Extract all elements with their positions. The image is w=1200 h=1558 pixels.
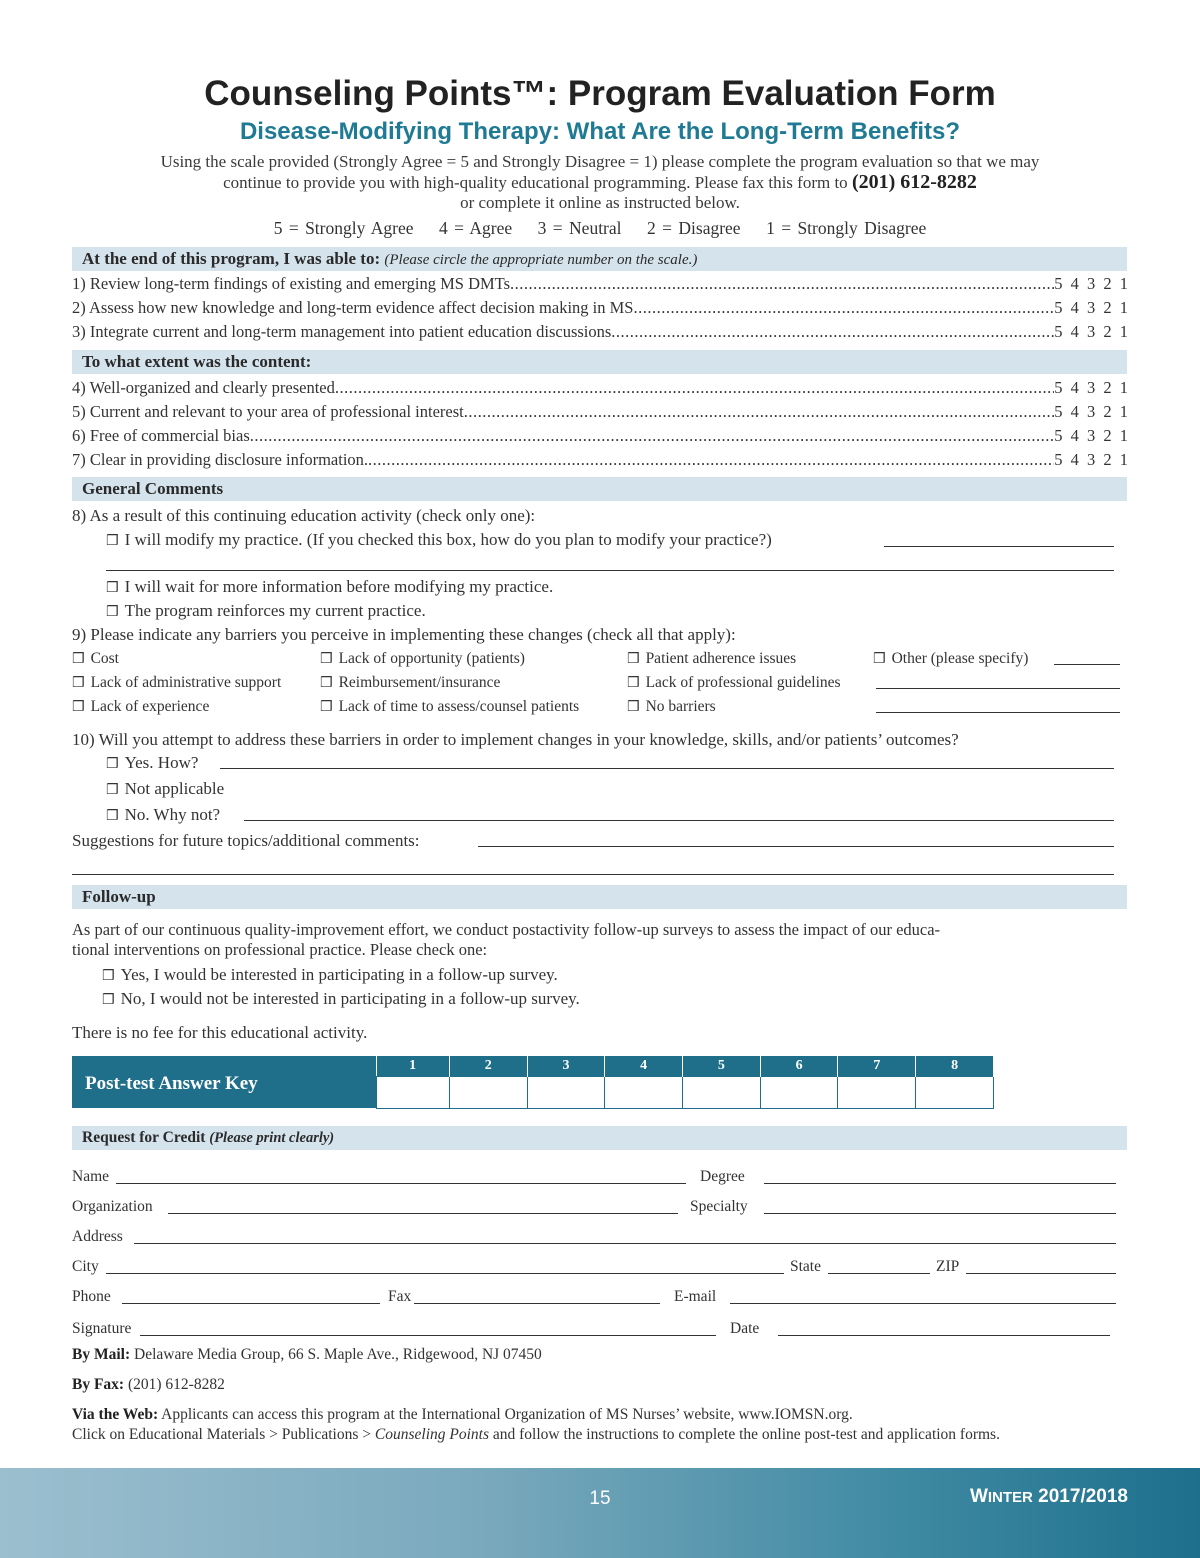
checkbox-icon[interactable]: ❒ [106, 533, 119, 549]
q9-option-lack-opportunity[interactable] [320, 649, 525, 669]
section-heading: Request for Credit [82, 1129, 206, 1146]
option-label: Lack of time to assess/counsel patients [338, 698, 580, 715]
answer-cell[interactable] [449, 1076, 527, 1108]
signature-field[interactable] [140, 1335, 716, 1336]
q8-option-reinforces[interactable] [106, 600, 426, 623]
rating-question: 2) Assess how new knowledge and long-term evidence affect decision making in MS [72, 298, 634, 317]
q9-other-line-1[interactable] [1054, 664, 1120, 665]
page-subtitle: Disease-Modifying Therapy: What Are the Long-Term Benefits? [239, 118, 961, 145]
option-label: Lack of professional guidelines [645, 674, 841, 691]
checkbox-icon[interactable]: ❒ [106, 580, 119, 596]
checkbox-icon[interactable]: ❒ [873, 651, 886, 667]
email-label: E-mail [674, 1288, 717, 1305]
dot-leader [633, 297, 1054, 319]
rating-scale[interactable]: 5 4 3 2 1 [1054, 298, 1128, 317]
q9-option-experience[interactable] [72, 697, 209, 717]
answer-key-label: Post-test Answer Key [72, 1056, 376, 1108]
zip-field[interactable] [966, 1273, 1116, 1274]
web-text: Applicants can access this program at the International Organization of MS Nurses’ website, www.IOMSN.org. [161, 1406, 853, 1423]
email-field[interactable] [730, 1303, 1116, 1304]
mail-address: Delaware Media Group, 66 S. Maple Ave., Ridgewood, NJ 07450 [134, 1346, 542, 1363]
q9-option-admin-support[interactable] [72, 673, 281, 693]
rating-row-2[interactable] [72, 297, 1128, 319]
web-instructions [72, 1425, 1000, 1445]
web-instructions-a: Click on Educational Materials > Publications > [72, 1426, 372, 1443]
rating-row-6[interactable] [72, 425, 1128, 447]
dot-leader [250, 425, 1054, 447]
q8-modify-answer-line[interactable] [884, 546, 1114, 547]
q8-modify-answer-line-2[interactable] [106, 570, 1114, 571]
option-label: Yes, I would be interested in participating in a follow-up survey. [120, 965, 558, 984]
q8-option-wait[interactable] [106, 576, 553, 599]
issue-years: 2017/2018 [1038, 1486, 1128, 1507]
option-label: No barriers [645, 698, 716, 715]
checkbox-icon[interactable]: ❒ [106, 808, 119, 824]
address-label: Address [72, 1228, 123, 1245]
q9-option-lack-time[interactable] [320, 697, 579, 717]
suggestions-label: Suggestions for future topics/additional comments: [72, 831, 420, 850]
answer-cell[interactable] [605, 1076, 683, 1108]
intro-line-1: Using the scale provided (Strongly Agree = 5 and Strongly Disagree = 1) please complete the program evaluation so that we may [160, 152, 1040, 171]
section-heading: Follow-up [82, 887, 156, 906]
intro-line-2-text: continue to provide you with high-quality educational programming. Please fax this form to [223, 173, 848, 192]
specialty-field[interactable] [764, 1213, 1116, 1214]
phone-label: Phone [72, 1288, 111, 1305]
followup-option-no[interactable] [102, 988, 580, 1011]
rating-scale[interactable]: 5 4 3 2 1 [1054, 450, 1128, 469]
option-label: No. Why not? [124, 805, 221, 824]
checkbox-icon[interactable]: ❒ [102, 968, 115, 984]
fax-submit-label: By Fax: [72, 1376, 125, 1393]
q9-option-other[interactable] [873, 649, 1028, 669]
phone-field[interactable] [122, 1303, 380, 1304]
checkbox-icon[interactable]: ❒ [72, 675, 85, 691]
q8-option-modify[interactable] [106, 529, 772, 552]
answer-key-header-row [377, 1056, 994, 1076]
q9-option-cost[interactable] [72, 649, 119, 669]
answer-key-column: 2 [449, 1056, 527, 1076]
answer-key-table [376, 1056, 994, 1109]
web-instructions-c: and follow the instructions to complete the online post-test and application forms. [492, 1426, 1000, 1443]
rating-question: 3) Integrate current and long-term management into patient education discussions [72, 322, 612, 341]
state-field[interactable] [828, 1273, 930, 1274]
option-label: Cost [90, 650, 119, 667]
organization-label: Organization [72, 1198, 153, 1215]
dot-leader [464, 401, 1055, 423]
q10-option-no[interactable] [106, 804, 220, 827]
checkbox-icon[interactable]: ❒ [72, 699, 85, 715]
rating-question: 5) Current and relevant to your area of professional interest [72, 402, 464, 421]
option-label: Yes. How? [124, 753, 199, 772]
zip-label: ZIP [936, 1258, 960, 1275]
q10-yes-answer-line[interactable] [220, 768, 1114, 769]
answer-key-column: 4 [605, 1056, 683, 1076]
rating-scale-legend: 5 = Strongly Agree 4 = Agree 3 = Neutral 2 = Disagree 1 = Strongly Disagree [273, 218, 927, 238]
answer-cell[interactable] [377, 1076, 450, 1108]
followup-text-2: tional interventions on professional practice. Please check one: [72, 940, 488, 959]
option-label: Lack of experience [90, 698, 210, 715]
date-label: Date [730, 1320, 760, 1337]
dot-leader [335, 377, 1054, 399]
followup-text-1: As part of our continuous quality-improvement effort, we conduct postactivity follow-up surveys to assess the impact of our educa- [72, 920, 941, 939]
rating-row-4[interactable] [72, 377, 1128, 399]
degree-field[interactable] [764, 1183, 1116, 1184]
signature-label: Signature [72, 1320, 132, 1337]
intro-line-3: or complete it online as instructed below. [460, 193, 740, 212]
rating-row-1[interactable] [72, 273, 1128, 295]
fax-submit-number: (201) 612-8282 [127, 1376, 225, 1393]
page-title: Counseling Points™: Program Evaluation Form [204, 74, 996, 113]
checkbox-icon[interactable]: ❒ [320, 675, 333, 691]
answer-cell[interactable] [527, 1076, 605, 1108]
section-general-comments [72, 477, 1127, 501]
name-label: Name [72, 1168, 110, 1185]
rating-scale[interactable]: 5 4 3 2 1 [1054, 378, 1128, 397]
rating-row-3[interactable] [72, 321, 1128, 343]
issue-season: INTER [987, 1489, 1033, 1506]
option-label: Reimbursement/insurance [338, 674, 501, 691]
page-number: 15 [589, 1488, 611, 1509]
q9-option-no-barriers[interactable] [627, 697, 716, 717]
checkbox-icon[interactable]: ❒ [320, 651, 333, 667]
fee-note: There is no fee for this educational activity. [72, 1023, 368, 1042]
followup-option-yes[interactable] [102, 964, 558, 987]
option-label: I will wait for more information before modifying my practice. [124, 577, 554, 596]
checkbox-icon[interactable]: ❒ [106, 604, 119, 620]
option-label: The program reinforces my current practice. [124, 601, 426, 620]
answer-cell[interactable] [916, 1076, 994, 1108]
rating-scale[interactable]: 5 4 3 2 1 [1054, 274, 1128, 293]
rating-scale[interactable]: 5 4 3 2 1 [1054, 426, 1128, 445]
date-field[interactable] [778, 1335, 1110, 1336]
section-heading: To what extent was the content: [82, 352, 312, 371]
answer-cell[interactable] [838, 1076, 916, 1108]
suggestions-line-2[interactable] [72, 874, 1114, 875]
section-request-for-credit [72, 1126, 1127, 1150]
intro-line-2 [72, 172, 1128, 193]
q9-option-reimbursement[interactable] [320, 673, 500, 693]
section-heading: At the end of this program, I was able to: [82, 249, 381, 268]
issue-initial: W [969, 1486, 988, 1507]
question-9: 9) Please indicate any barriers you perceive in implementing these changes (check all that apply): [72, 625, 736, 644]
organization-field[interactable] [168, 1213, 678, 1214]
address-field[interactable] [134, 1243, 1116, 1244]
q9-other-line-2[interactable] [876, 688, 1120, 689]
intro-fax-number: (201) 612-8282 [851, 171, 977, 193]
intro-text [72, 152, 1128, 213]
checkbox-icon[interactable]: ❒ [102, 992, 115, 1008]
option-label: Lack of opportunity (patients) [338, 650, 525, 667]
fax-label: Fax [388, 1288, 412, 1305]
option-label: I will modify my practice. (If you checked this box, how do you plan to modify your practice?) [124, 530, 772, 549]
option-label: Not applicable [124, 779, 225, 798]
answer-key-column: 3 [527, 1056, 605, 1076]
section-program-objectives [72, 247, 1127, 271]
checkbox-icon[interactable]: ❒ [72, 651, 85, 667]
option-label: No, I would not be interested in participating in a follow-up survey. [120, 989, 580, 1008]
q9-option-adherence[interactable] [627, 649, 796, 669]
option-label: Lack of administrative support [90, 674, 282, 691]
issue-label [970, 1486, 1128, 1508]
rating-question: 1) Review long-term findings of existing and emerging MS DMTs [72, 274, 511, 293]
option-label: Patient adherence issues [645, 650, 797, 667]
state-label: State [790, 1258, 821, 1275]
rating-question: 7) Clear in providing disclosure information. [72, 450, 369, 469]
question-8: 8) As a result of this continuing education activity (check only one): [72, 506, 536, 525]
submit-via-web [72, 1405, 853, 1425]
city-label: City [72, 1258, 99, 1275]
name-field[interactable] [116, 1183, 686, 1184]
suggestions-line-1[interactable] [478, 846, 1114, 847]
submit-by-mail [72, 1345, 542, 1365]
q10-option-not-applicable[interactable] [106, 778, 224, 801]
city-field[interactable] [106, 1273, 784, 1274]
rating-scale[interactable]: 5 4 3 2 1 [1054, 322, 1128, 341]
answer-key-column: 6 [760, 1056, 838, 1076]
dot-leader [611, 321, 1054, 343]
rating-question: 6) Free of commercial bias [72, 426, 250, 445]
section-follow-up [72, 885, 1127, 909]
dot-leader [368, 449, 1054, 471]
degree-label: Degree [700, 1168, 745, 1185]
rating-row-7[interactable] [72, 449, 1128, 471]
option-label: Other (please specify) [891, 650, 1029, 667]
answer-key-column: 1 [377, 1056, 450, 1076]
fax-field[interactable] [414, 1303, 660, 1304]
section-note: (Please print clearly) [209, 1130, 335, 1146]
answer-key-column: 8 [916, 1056, 994, 1076]
answer-key-column: 5 [683, 1056, 761, 1076]
answer-cell[interactable] [760, 1076, 838, 1108]
checkbox-icon[interactable]: ❒ [106, 756, 119, 772]
specialty-label: Specialty [690, 1198, 748, 1215]
answer-cell[interactable] [683, 1076, 761, 1108]
mail-label: By Mail: [72, 1346, 131, 1363]
checkbox-icon[interactable]: ❒ [627, 651, 640, 667]
checkbox-icon[interactable]: ❒ [627, 675, 640, 691]
dot-leader [510, 273, 1054, 295]
submit-by-fax [72, 1375, 225, 1395]
checkbox-icon[interactable]: ❒ [320, 699, 333, 715]
page-footer-band [0, 1468, 1200, 1558]
web-instructions-title: Counseling Points [374, 1426, 489, 1443]
section-content-quality [72, 350, 1127, 374]
checkbox-icon[interactable]: ❒ [106, 782, 119, 798]
rating-question: 4) Well-organized and clearly presented [72, 378, 335, 397]
web-label: Via the Web: [72, 1406, 159, 1423]
q10-no-answer-line[interactable] [244, 820, 1114, 821]
q9-option-guidelines[interactable] [627, 673, 841, 693]
question-10: 10) Will you attempt to address these barriers in order to implement changes in your knowledge, skills, and/or patients’ outcomes? [72, 730, 959, 749]
q9-other-line-3[interactable] [876, 712, 1120, 713]
checkbox-icon[interactable]: ❒ [627, 699, 640, 715]
answer-key-column: 7 [838, 1056, 916, 1076]
section-heading: General Comments [82, 479, 224, 498]
answer-key-answer-row [377, 1076, 994, 1108]
rating-row-5[interactable] [72, 401, 1128, 423]
q10-option-yes[interactable] [106, 752, 198, 775]
rating-scale[interactable]: 5 4 3 2 1 [1054, 402, 1128, 421]
section-note: (Please circle the appropriate number on the scale.) [384, 252, 698, 268]
